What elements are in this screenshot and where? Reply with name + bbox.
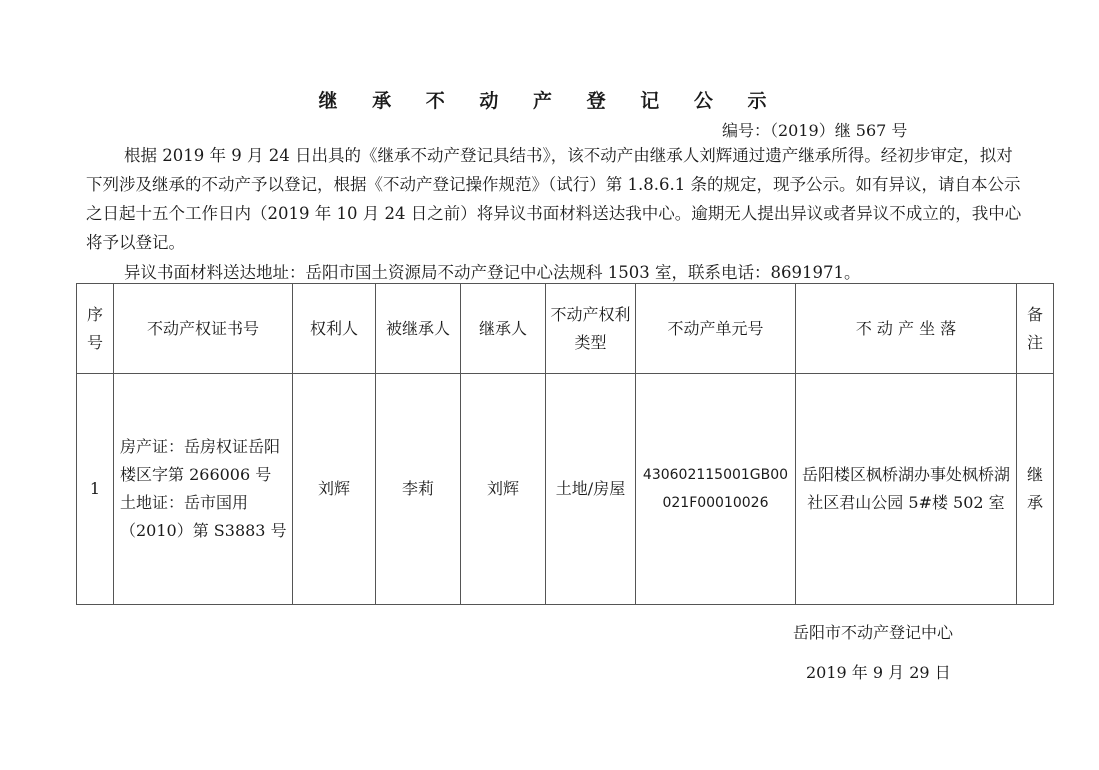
issue-date: 2019 年 9 月 29 日 <box>806 663 951 682</box>
table-row <box>77 374 1054 605</box>
issuing-organization: 岳阳市不动产登记中心 <box>793 623 954 642</box>
document-title: 继 承 不 动 产 登 记 公 示 <box>318 90 781 112</box>
header-remark: 备注 <box>1017 284 1054 374</box>
registration-table <box>76 283 1054 605</box>
cell-holder: 刘辉 <box>293 374 376 605</box>
header-decedent: 被继承人 <box>376 284 461 374</box>
cell-unit-no: 430602115001GB00021F00010026 <box>636 374 796 605</box>
document-number: 编号：（2019）继 567 号 <box>722 121 908 140</box>
cell-seq: 1 <box>77 374 114 605</box>
header-unit-no: 不动产单元号 <box>636 284 796 374</box>
notice-paragraph: 根据 2019 年 9 月 24 日出具的《继承不动产登记具结书》，该不动产由继承人刘辉通过遗产继承所得。经初步审定，拟对下列涉及继承的不动产予以登记，根据《不动产登记操作规范》（试行）第 1.8.6.1 条的规定，现予公示。如有异议，请自本公示之日起十五个工作日内（2019 年 10 月 24 日之前）将异议书面材料送达我中心。逾期无人提出异议或者异议不成立的，我中心将予以登记。 <box>86 146 1022 252</box>
cell-right-type: 土地/房屋 <box>546 374 636 605</box>
header-holder: 权利人 <box>293 284 376 374</box>
land-cert: 土地证：岳市国用（2010）第 S3883 号 <box>120 493 287 540</box>
header-location: 不 动 产 坐 落 <box>796 284 1017 374</box>
cell-location: 岳阳楼区枫桥湖办事处枫桥湖社区君山公园 5#楼 502 室 <box>796 374 1017 605</box>
header-seq: 序号 <box>77 284 114 374</box>
header-right-type: 不动产权利类型 <box>546 284 636 374</box>
cell-decedent: 李莉 <box>376 374 461 605</box>
table-header-row <box>77 284 1054 374</box>
cell-cert-no <box>114 374 293 605</box>
cell-heir: 刘辉 <box>461 374 546 605</box>
header-heir: 继承人 <box>461 284 546 374</box>
cell-remark: 继承 <box>1017 374 1054 605</box>
header-cert-no: 不动产权证书号 <box>114 284 293 374</box>
house-cert: 房产证：岳房权证岳阳楼区字第 266006 号 <box>120 437 281 484</box>
objection-address-paragraph: 异议书面材料送达地址：岳阳市国土资源局不动产登记中心法规科 1503 室，联系电话：8691971。 <box>124 263 861 282</box>
